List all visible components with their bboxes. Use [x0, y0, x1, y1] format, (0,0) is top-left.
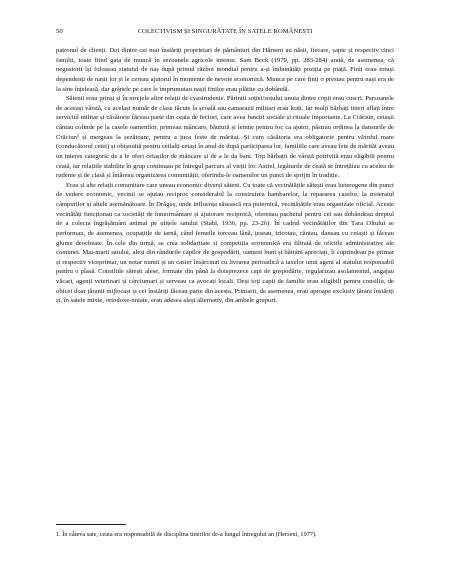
- page-number: 50: [56, 28, 63, 35]
- footnote: 1. În câteva sate, ceata era responsabilă de disciplina tinerilor de-a lungul întregului an (Herseni, 1977).: [56, 531, 317, 538]
- paragraph: Sătenii erau prinși și în mrejele altor relații de cvasirudenie. Părinții soției/soțului unuia dintre copii erau cuscri. Persoanele de aceeași vârstă, cu același număr de clase făcute la școală sau camarazii militari erau leați. Iar mulți bărbați tineri aflați între serviciul militar și căsătorie făceau parte din ceata de feciori, care avea funcții sociale și rituale importante. La Crăciun, cetașii cântau colinde pe la casele oamenilor, primeau mâncare, băutură și lemne pentru foc ca ajutor, păstrau ordinea la dansurile de Crăciun¹ și mergeau la șezătoare, pentru a juca feste de măritat. Și cum căsătoria era obligatorie pentru văταful mare (conducătorul cetei) și obișnuită pentru ceilalți cetași în anul de după participarea lor, familiile care aveau fete de mărităt aveau un interes categoric de a le oferi cetașilor de mâncare și de a le da bani. Toți bărbații de vârstă potrivită erau eligibili pentru ceată, iar relațiile stabilite în grup continuau pe întregul parcurs al vieții lor. Astfel, legăturile de ceată se întrețăiau cu acelea de rudenie și de clasă și întăreau organizarea comunității, oferindu-le oamenilor un punct de sprijin în tradiție.: [56, 95, 394, 180]
- footnote-divider: [56, 524, 126, 525]
- paragraph: patronul de clienți. Doi dintre cei mai înstăriți proprietari de pământuri din Hărseni au năsit, fiecare, șapte și respectiv cinci familii, toate fiind gata de muncă în sezoanele agricole intense. Sam Beck (1979, pp. 283-284) arată, de asemenea, că negustorii își foloseau statutul de naș după primul război mondial pentru a-și îmbunătăți poziția pe piață. Finii erau totuși dependenți de nașii lor și le cereau ajutorul în momente de nevoie economică. Munca pe care finii o prestau pentru nași era de la sine înțeleasă, dar grânele pe care le împrumutau nașii finilor erau plătite cu dobândă.: [56, 47, 394, 93]
- body-text: [56, 46, 394, 306]
- running-title: COLECTIVISM ȘI SINGURĂTATE ÎN SATELE ROMÂNEȘTI: [137, 28, 313, 35]
- paragraph: Erau și alte relații comunitare care uneau economic diverși săteni. Cu toate că vecinătățile sătești erau heterogene din punct de vedere economic, vecinii se ajutau reciproc considerabil la construirea hambarelor, la repararea caselor, la treieratul câmpurilor și altele asemănătoare. În Drăguș, unde influența săsească era puternică, vecinătățile erau organizate oficial. Aceste vecinătăți funcționau ca societăți de înmormântare și ajutorare reciprocă, oferenau pachetul pentru cei sau dobândeau dreptul de a colecta îngrășământ animal pe ulițele satului (Stahl, 1936, pp. 23-26). În cadrul vecinătăților din Țara Oltului se performau, de asemenea, ocupațiile de iarnă, când femeile torceau lână, țeseau, tricotau, cântau, dansau cu cetașii și făceau glume deocheate. În cele din urmă, se crea solidaritate și competiția economică era filtrată de oficiile administrative ale comunei. Mai-marii satului, aleși din rândurile capilor de gospodării, oameni buni și bătrâni apreciați, îi cuprindeau pe primar și respectiv viceprimar, un notar numit și un casier însărcinat cu livrarea perioadică a taxelor unui agent al statului responsabil pentru o plasă. Consiliile sătești alese, formate din până la doisprezece capi de gospodărie, regularizau asolamentul, angajau văcari, agenți veterinari și cârciumari și serveau ca avocați locali. Deși toți capii de familie erau eligibili pentru consiliu, de obicei doar țăranii mijlocași și cei înstăriți făceau parte din acesta. Primarii, de asemenea, erau aproape exclusiv țărani înstăriți și, în satele mixte, ortodoxe-uniate, erau adesea aleși alternativ, din ambele grupuri.: [56, 181, 394, 305]
